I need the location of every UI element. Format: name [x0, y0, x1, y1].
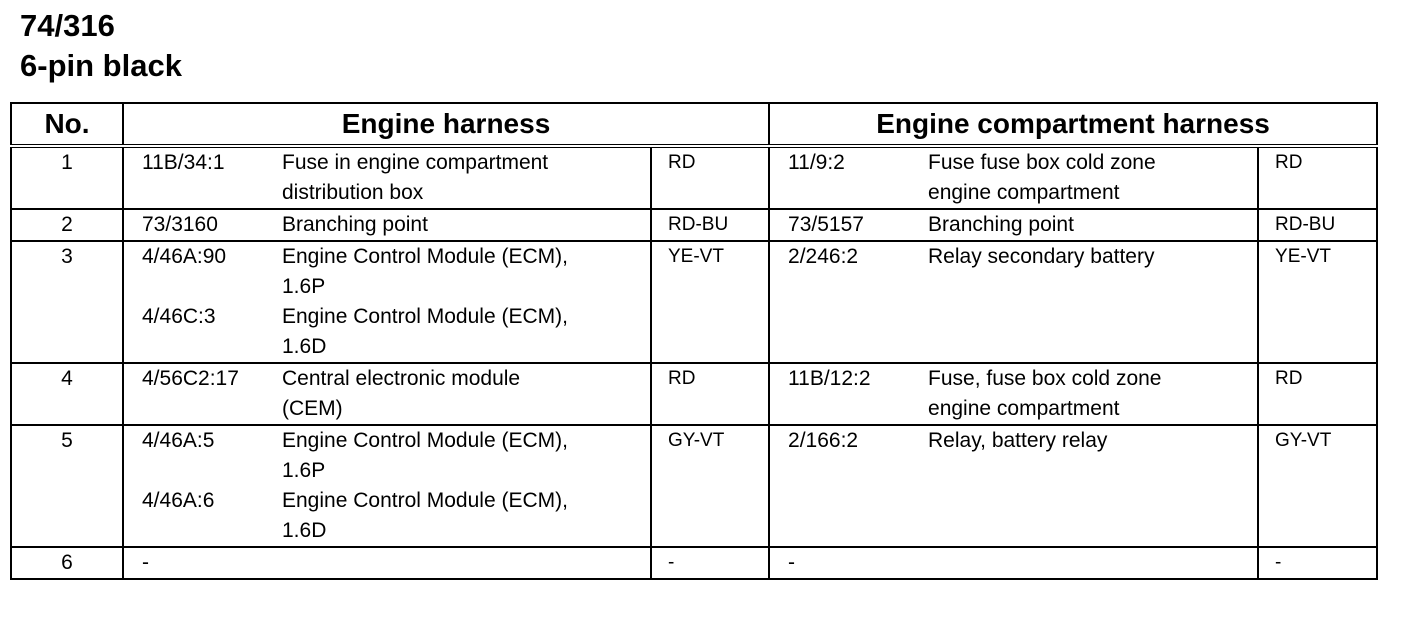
pin-number: 1: [11, 146, 123, 209]
component-description: [282, 486, 650, 546]
compartment-wire-color: RD: [1258, 146, 1377, 209]
harness-entry: [142, 486, 650, 546]
pin-number: 6: [11, 547, 123, 579]
connector-code: 74/316: [20, 8, 115, 43]
terminal-code: 4/46A:5: [142, 429, 215, 452]
terminal-code: -: [788, 551, 796, 574]
header-no: No.: [11, 103, 123, 146]
header-engine-harness: Engine harness: [123, 103, 769, 146]
table-row: [11, 363, 1377, 425]
component-description: [282, 548, 650, 578]
engine-wire-color: RD: [651, 146, 769, 209]
engine-wire-color: RD: [651, 363, 769, 425]
engine-wire-color: YE-VT: [651, 241, 769, 363]
component-description: [282, 148, 650, 208]
table-row: [11, 241, 1377, 363]
compartment-wire-color: -: [1258, 547, 1377, 579]
description-line: 1.6P: [282, 275, 326, 298]
engine-harness-cell: [123, 209, 651, 241]
harness-entry: [142, 426, 650, 486]
terminal-code: 73/5157: [788, 213, 864, 236]
description-line: Fuse, fuse box cold zone: [928, 367, 1162, 390]
description-line: engine compartment: [928, 397, 1120, 420]
engine-harness-cell: [123, 363, 651, 425]
harness-entry: [142, 210, 650, 240]
description-line: Engine Control Module (ECM),: [282, 245, 568, 268]
pin-number: 4: [11, 363, 123, 425]
engine-wire-color: GY-VT: [651, 425, 769, 547]
compartment-wire-color: GY-VT: [1258, 425, 1377, 547]
harness-entry: [788, 148, 1257, 208]
engine-harness-cell: [123, 241, 651, 363]
compartment-wire-color: RD-BU: [1258, 209, 1377, 241]
table-row: [11, 425, 1377, 547]
terminal-code: 4/46A:6: [142, 489, 215, 512]
component-description: [282, 242, 650, 302]
description-line: Engine Control Module (ECM),: [282, 429, 568, 452]
description-line: Central electronic module: [282, 367, 521, 390]
description-line: distribution box: [282, 181, 424, 204]
component-description: [282, 426, 650, 486]
component-description: [928, 210, 1257, 240]
terminal-code: 2/166:2: [788, 429, 859, 452]
harness-entry: [788, 242, 1257, 272]
connector-table-container: [10, 102, 1376, 580]
terminal-code: 73/3160: [142, 213, 218, 236]
terminal-code: 4/46C:3: [142, 305, 216, 328]
harness-entry: [142, 148, 650, 208]
table-header-row: [11, 103, 1377, 146]
compartment-harness-cell: [769, 209, 1258, 241]
description-line: engine compartment: [928, 181, 1120, 204]
description-line: Engine Control Module (ECM),: [282, 305, 568, 328]
component-description: [928, 242, 1257, 272]
compartment-harness-cell: [769, 547, 1258, 579]
terminal-code: 11B/34:1: [142, 151, 225, 174]
component-description: [282, 302, 650, 362]
engine-harness-cell: [123, 425, 651, 547]
description-line: 1.6D: [282, 519, 327, 542]
description-line: Relay secondary battery: [928, 245, 1155, 268]
table-row: [11, 146, 1377, 209]
table-body: [11, 146, 1377, 579]
terminal-code: 11B/12:2: [788, 367, 871, 390]
engine-wire-color: RD-BU: [651, 209, 769, 241]
compartment-harness-cell: [769, 425, 1258, 547]
description-line: Relay, battery relay: [928, 429, 1108, 452]
compartment-harness-cell: [769, 241, 1258, 363]
terminal-code: 2/246:2: [788, 245, 859, 268]
component-description: [282, 210, 650, 240]
engine-harness-cell: [123, 547, 651, 579]
compartment-wire-color: YE-VT: [1258, 241, 1377, 363]
compartment-wire-color: RD: [1258, 363, 1377, 425]
description-line: Branching point: [282, 213, 428, 236]
pin-number: 5: [11, 425, 123, 547]
harness-entry: [788, 210, 1257, 240]
description-line: 1.6D: [282, 335, 327, 358]
terminal-code: 4/46A:90: [142, 245, 227, 268]
component-description: [928, 148, 1257, 208]
description-line: Fuse in engine compartment: [282, 151, 549, 174]
terminal-code: 4/56C2:17: [142, 367, 239, 390]
connector-pin-table: [10, 102, 1378, 580]
description-line: Engine Control Module (ECM),: [282, 489, 568, 512]
pin-number: 3: [11, 241, 123, 363]
compartment-harness-cell: [769, 146, 1258, 209]
component-description: [282, 364, 650, 424]
component-description: [928, 426, 1257, 456]
page-title: [20, 6, 182, 86]
harness-entry: [788, 548, 1257, 578]
harness-entry: [142, 364, 650, 424]
harness-entry: [788, 426, 1257, 456]
header-engine-compartment-harness: Engine compartment harness: [769, 103, 1377, 146]
table-row: [11, 209, 1377, 241]
harness-entry: [788, 364, 1257, 424]
table-row: [11, 547, 1377, 579]
description-line: Branching point: [928, 213, 1074, 236]
terminal-code: -: [142, 551, 149, 574]
terminal-code: 11/9:2: [788, 151, 845, 174]
harness-entry: [142, 548, 650, 578]
description-line: 1.6P: [282, 459, 326, 482]
connector-name: 6-pin black: [20, 48, 182, 83]
compartment-harness-cell: [769, 363, 1258, 425]
harness-entry: [142, 242, 650, 302]
harness-entry: [142, 302, 650, 362]
description-line: (CEM): [282, 397, 343, 420]
component-description: [928, 364, 1257, 424]
description-line: Fuse fuse box cold zone: [928, 151, 1156, 174]
engine-harness-cell: [123, 146, 651, 209]
component-description: [928, 548, 1257, 578]
engine-wire-color: -: [651, 547, 769, 579]
pin-number: 2: [11, 209, 123, 241]
